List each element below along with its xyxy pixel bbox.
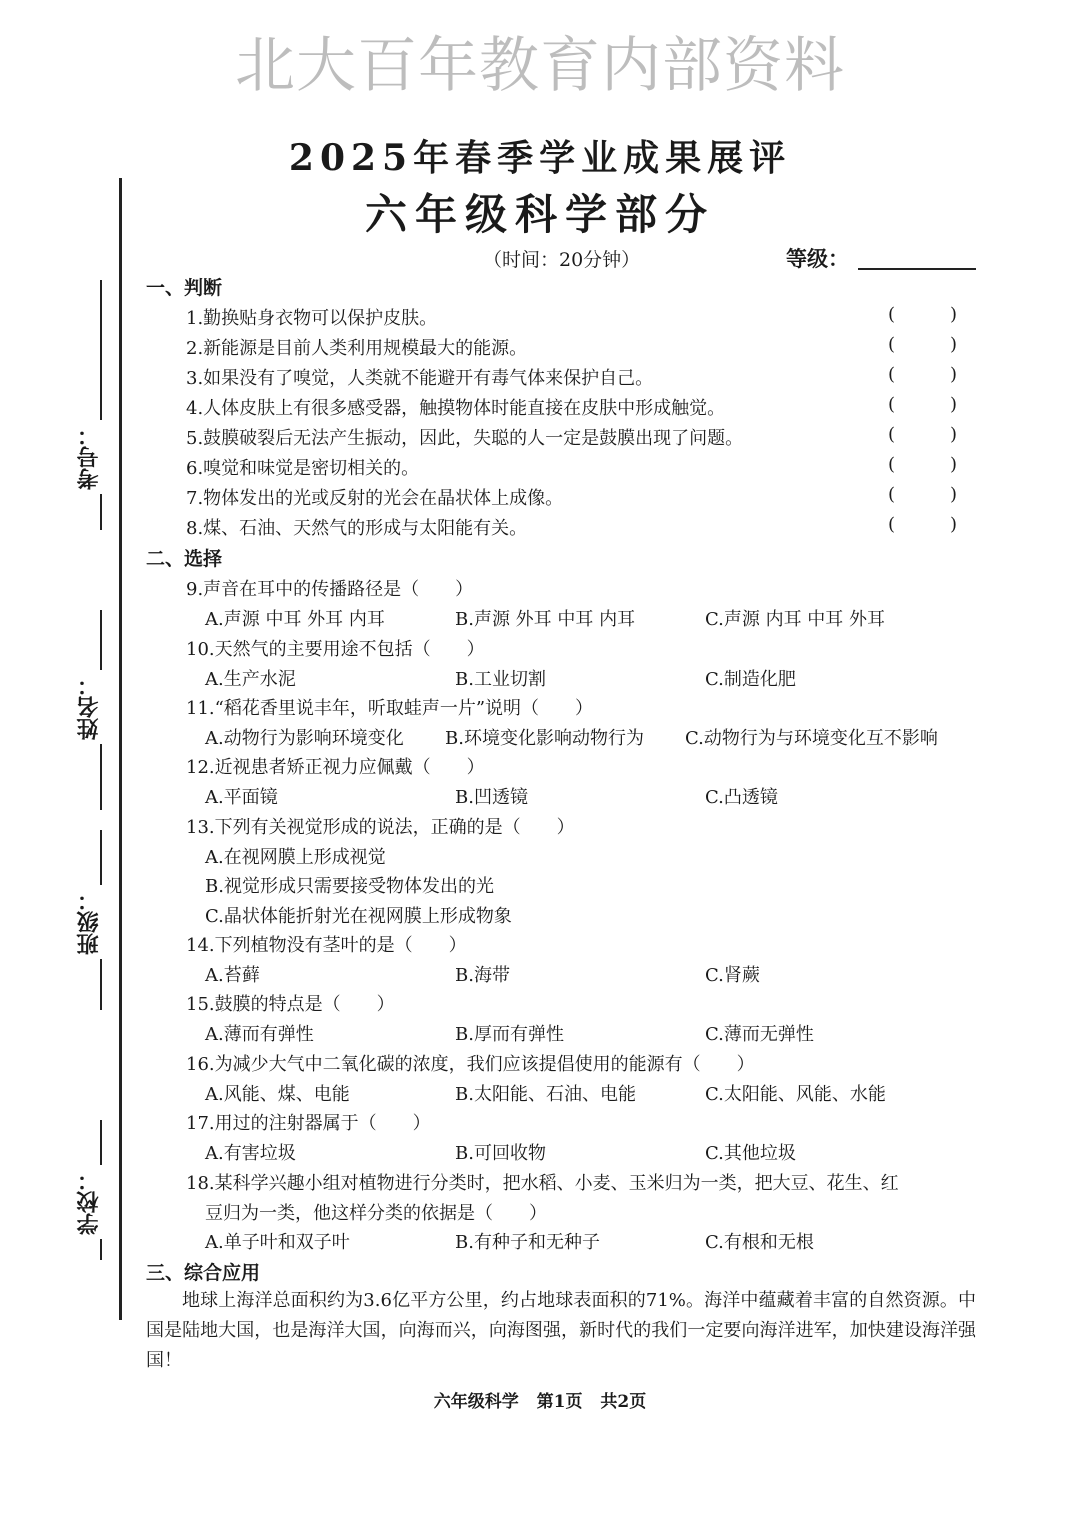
- option-c[interactable]: C.薄而无弹性: [705, 1024, 814, 1045]
- section-judge: 一、判断: [146, 277, 223, 299]
- paren-right: ): [950, 364, 958, 385]
- choice-question-cont: 豆归为一类，他这样分类的依据是（ ）: [205, 1203, 547, 1224]
- paren-left: (: [888, 394, 896, 415]
- paren-left: (: [888, 364, 896, 385]
- option-c[interactable]: C.晶状体能折射光在视网膜上形成物象: [205, 906, 512, 927]
- option-a[interactable]: A.苔藓: [205, 965, 260, 986]
- option-b[interactable]: B.视觉形成只需要接受物体发出的光: [205, 876, 494, 897]
- option-c[interactable]: C.制造化肥: [705, 669, 796, 690]
- paren-left: (: [888, 514, 896, 535]
- option-b[interactable]: B.有种子和无种子: [455, 1232, 600, 1253]
- judge-item: 4.人体皮肤上有很多感受器，触摸物体时能直接在皮肤中形成触觉。: [186, 398, 726, 419]
- paren-right: ): [950, 484, 958, 505]
- choice-question: 12.近视患者矫正视力应佩戴（ ）: [186, 757, 485, 778]
- option-b[interactable]: B.厚而有弹性: [455, 1024, 564, 1045]
- judge-item: 1.勤换贴身衣物可以保护皮肤。: [186, 308, 438, 329]
- option-a[interactable]: A.在视网膜上形成视觉: [205, 847, 386, 868]
- footer-total: 共2页: [600, 1392, 647, 1412]
- paren-left: (: [888, 334, 896, 355]
- option-c[interactable]: C.声源 内耳 中耳 外耳: [705, 609, 886, 630]
- choice-question: 17.用过的注射器属于（ ）: [186, 1113, 431, 1134]
- paren-left: (: [888, 424, 896, 445]
- footer-page: 第1页: [536, 1392, 583, 1412]
- option-a[interactable]: A.动物行为影响环境变化: [205, 728, 404, 749]
- choice-question: 9.声音在耳中的传播路径是（ ）: [186, 579, 474, 600]
- paren-left: (: [888, 484, 896, 505]
- option-a[interactable]: A.风能、煤、电能: [205, 1084, 350, 1105]
- name-label: 姓名：: [74, 670, 105, 744]
- school-field[interactable]: [60, 1120, 120, 1260]
- option-a[interactable]: A.薄而有弹性: [205, 1024, 314, 1045]
- choice-question: 11.“稻花香里说丰年，听取蛙声一片”说明（ ）: [186, 698, 594, 719]
- paren-right: ): [950, 394, 958, 415]
- judge-item: 3.如果没有了嗅觉，人类就不能避开有毒气体来保护自己。: [186, 368, 654, 389]
- paren-right: ): [950, 514, 958, 535]
- option-c[interactable]: C.其他垃圾: [705, 1143, 796, 1164]
- judge-item: 2.新能源是目前人类利用规模最大的能源。: [186, 338, 528, 359]
- class-label: 班级：: [74, 885, 105, 959]
- exam-subtitle: 六年级科学部分: [364, 190, 715, 239]
- paren-right: ): [950, 334, 958, 355]
- option-c[interactable]: C.太阳能、风能、水能: [705, 1084, 886, 1105]
- option-b[interactable]: B.声源 外耳 中耳 内耳: [455, 609, 636, 630]
- option-c[interactable]: C.肾蕨: [705, 965, 760, 986]
- judge-item: 7.物体发出的光或反射的光会在晶状体上成像。: [186, 488, 564, 509]
- option-c[interactable]: C.动物行为与环境变化互不影响: [685, 728, 938, 749]
- paren-right: ): [950, 454, 958, 475]
- choice-question: 15.鼓膜的特点是（ ）: [186, 994, 395, 1015]
- choice-question: 10.天然气的主要用途不包括（ ）: [186, 639, 485, 660]
- option-b[interactable]: B.可回收物: [455, 1143, 546, 1164]
- exam-no-field[interactable]: [60, 280, 120, 530]
- option-c[interactable]: C.有根和无根: [705, 1232, 814, 1253]
- option-b[interactable]: B.海带: [455, 965, 510, 986]
- exam-time: （时间：20分钟）: [483, 249, 641, 271]
- choice-question: 16.为减少大气中二氧化碳的浓度，我们应该提倡使用的能源有（ ）: [186, 1054, 755, 1075]
- option-b[interactable]: B.环境变化影响动物行为: [445, 728, 644, 749]
- name-field[interactable]: [60, 610, 120, 810]
- section-choice: 二、选择: [146, 548, 223, 570]
- grade-label: 等级：: [786, 246, 849, 271]
- judge-item: 6.嗅觉和味觉是密切相关的。: [186, 458, 420, 479]
- exam-no-label: 考号：: [74, 420, 105, 494]
- paren-right: ): [950, 424, 958, 445]
- page-footer: [0, 1387, 1080, 1412]
- option-a[interactable]: A.生产水泥: [205, 669, 296, 690]
- choice-question: 18.某科学兴趣小组对植物进行分类时，把水稻、小麦、玉米归为一类，把大豆、花生、红: [186, 1173, 899, 1194]
- choice-question: 14.下列植物没有茎叶的是（ ）: [186, 935, 467, 956]
- application-passage: 地球上海洋总面积约为3.6亿平方公里，约占地球表面积的71%。海洋中蕴藏着丰富的自然资源。中国是陆地大国，也是海洋大国，向海而兴，向海图强，新时代的我们一定要向海洋进军，加快建设海洋强国！: [146, 1290, 976, 1371]
- option-c[interactable]: C.凸透镜: [705, 787, 778, 808]
- judge-item: 5.鼓膜破裂后无法产生振动，因此，失聪的人一定是鼓膜出现了问题。: [186, 428, 744, 449]
- school-label: 学校：: [74, 1165, 105, 1239]
- paren-left: (: [888, 304, 896, 325]
- watermark: 北大百年教育内部资料: [235, 31, 845, 101]
- footer-subject: 六年级科学: [433, 1392, 519, 1412]
- grade-blank[interactable]: [858, 268, 976, 270]
- option-a[interactable]: A.声源 中耳 外耳 内耳: [205, 609, 385, 630]
- judge-item: 8.煤、石油、天然气的形成与太阳能有关。: [186, 518, 528, 539]
- option-a[interactable]: A.单子叶和双子叶: [205, 1232, 350, 1253]
- paren-left: (: [888, 454, 896, 475]
- option-b[interactable]: B.凹透镜: [455, 787, 528, 808]
- option-b[interactable]: B.工业切割: [455, 669, 546, 690]
- option-b[interactable]: B.太阳能、石油、电能: [455, 1084, 636, 1105]
- choice-question: 13.下列有关视觉形成的说法，正确的是（ ）: [186, 817, 575, 838]
- option-a[interactable]: A.有害垃圾: [205, 1143, 296, 1164]
- exam-title: 2025年春季学业成果展评: [288, 137, 792, 179]
- paren-right: ): [950, 304, 958, 325]
- option-a[interactable]: A.平面镜: [205, 787, 278, 808]
- class-field[interactable]: [60, 830, 120, 1010]
- section-application: 三、综合应用: [146, 1262, 261, 1284]
